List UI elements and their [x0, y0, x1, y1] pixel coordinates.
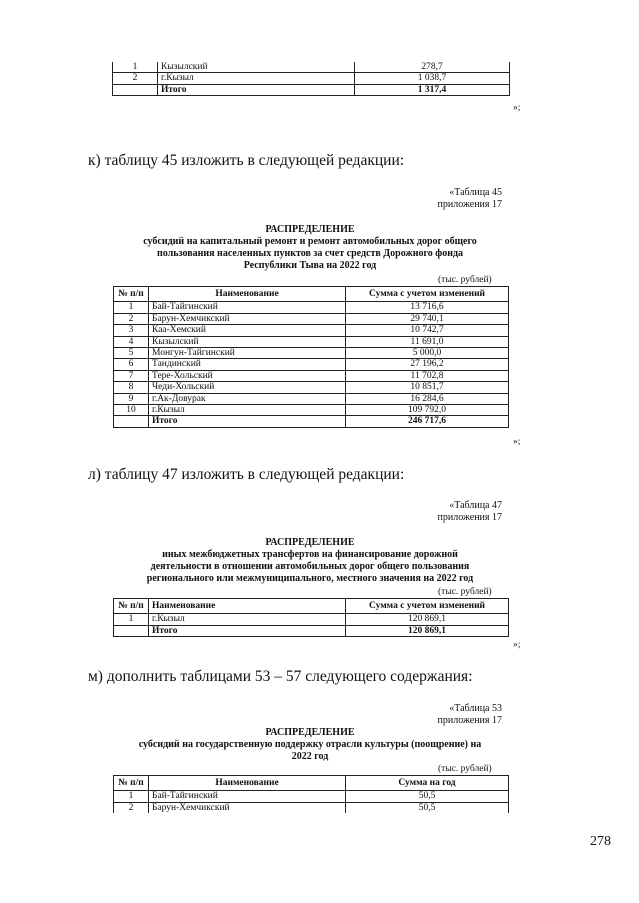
- t45-header-row: [114, 287, 509, 302]
- t45-row: [114, 313, 509, 324]
- t45-cell-name: Тере-Хольский: [149, 370, 346, 381]
- t47-title-block: [100, 537, 520, 585]
- top-table-closer: »;: [513, 103, 521, 113]
- t45-row: [114, 336, 509, 347]
- top-table: [112, 62, 510, 96]
- t47-header-sum: Сумма с учетом изменений: [346, 599, 509, 614]
- t45-row: [114, 348, 509, 359]
- t45-cell-n: 10: [114, 405, 149, 416]
- t45-cell-sum: 29 740,1: [346, 313, 509, 324]
- t47-header-name: Наименование: [149, 599, 346, 614]
- t45-cell-name: г.Кызыл: [149, 405, 346, 416]
- t45-cell-n: 4: [114, 336, 149, 347]
- t47-table: [113, 598, 509, 637]
- t45-header-n: № п/п: [114, 287, 149, 302]
- page-number: 278: [590, 834, 611, 849]
- t45-row: [114, 302, 509, 313]
- t53-subtitle-2: 2022 год: [291, 751, 329, 762]
- t47-reference: [380, 500, 502, 524]
- t45-row: [114, 359, 509, 370]
- t45-cell-sum: 16 284,6: [346, 393, 509, 404]
- t45-unit: (тыс. рублей): [438, 275, 492, 285]
- t45-cell-sum: 109 792,0: [346, 405, 509, 416]
- t45-cell-n: 3: [114, 325, 149, 336]
- t45-cell-sum: 27 196,2: [346, 359, 509, 370]
- t45-total-sum: 246 717,6: [346, 416, 509, 427]
- t47-subtitle-1: иных межбюджетных трансфертов на финансирование дорожной: [162, 549, 458, 560]
- t45-cell-name: Каа-Хемский: [149, 325, 346, 336]
- t45-total-row: [114, 416, 509, 427]
- t45-row: [114, 405, 509, 416]
- t47-row: [114, 614, 509, 625]
- t45-cell-n: 6: [114, 359, 149, 370]
- t47-total-sum: 120 869,1: [346, 625, 509, 636]
- t45-title-block: [100, 224, 520, 272]
- t47-ref-line2: приложения 17: [437, 512, 502, 523]
- t45-cell-n: 9: [114, 393, 149, 404]
- top-table-cell-sum: 278,7: [355, 62, 510, 73]
- t45-cell-name: Монгун-Тайгинский: [149, 348, 346, 359]
- top-table-row: [113, 84, 510, 95]
- t45-cell-name: Кызылский: [149, 336, 346, 347]
- t45-cell-n: 5: [114, 348, 149, 359]
- t47-closer: »;: [513, 640, 521, 650]
- t45-cell-sum: 5 000,0: [346, 348, 509, 359]
- top-table-cell-n: [113, 84, 158, 95]
- t45-ref-line1: «Таблица 45: [449, 187, 502, 198]
- t45-cell-n: 8: [114, 382, 149, 393]
- t45-closer: »;: [513, 437, 521, 447]
- t45-cell-n: 7: [114, 370, 149, 381]
- t45-cell-name: Барун-Хемчикский: [149, 313, 346, 324]
- t45-cell-sum: 10 851,7: [346, 382, 509, 393]
- paragraph-l: л) таблицу 47 изложить в следующей редакции:: [88, 466, 405, 483]
- t53-ref-line2: приложения 17: [437, 715, 502, 726]
- t53-row: [114, 802, 509, 813]
- t53-cell-n: 2: [114, 802, 149, 813]
- top-table-row: [113, 62, 510, 73]
- t53-title: РАСПРЕДЕЛЕНИЕ: [265, 727, 355, 738]
- t53-header-name: Наименование: [149, 776, 346, 791]
- t53-subtitle-1: субсидий на государственную поддержку отрасли культуры (поощрение) на: [138, 739, 482, 750]
- t53-cell-sum: 50,5: [346, 791, 509, 802]
- t45-row: [114, 393, 509, 404]
- t45-cell-name: Чеди-Хольский: [149, 382, 346, 393]
- top-table-cell-n: 2: [113, 73, 158, 84]
- t45-cell-n: 1: [114, 302, 149, 313]
- t53-ref-line1: «Таблица 53: [449, 703, 502, 714]
- paragraph-m: м) дополнить таблицами 53 – 57 следующего содержания:: [88, 668, 473, 685]
- t45-cell-sum: 11 702,8: [346, 370, 509, 381]
- t53-header-sum: Сумма на год: [346, 776, 509, 791]
- t53-row: [114, 791, 509, 802]
- top-table-row: [113, 73, 510, 84]
- t47-cell-sum: 120 869,1: [346, 614, 509, 625]
- t45-cell-sum: 11 691,0: [346, 336, 509, 347]
- t45-cell-n: 2: [114, 313, 149, 324]
- t53-title-block: [100, 727, 520, 763]
- t45-row: [114, 382, 509, 393]
- t45-cell-name: г.Ак-Довурак: [149, 393, 346, 404]
- t45-total-label: Итого: [149, 416, 346, 427]
- t47-subtitle-3: регионального или межмуниципального, местного значения на 2022 год: [146, 573, 474, 584]
- t45-subtitle-1: субсидий на капитальный ремонт и ремонт автомобильных дорог общего: [143, 236, 477, 247]
- t47-header-row: [114, 599, 509, 614]
- top-table-cell-name: Итого: [158, 84, 355, 95]
- t45-cell-sum: 10 742,7: [346, 325, 509, 336]
- t45-subtitle-3: Республики Тыва на 2022 год: [243, 260, 377, 271]
- t53-cell-sum: 50,5: [346, 802, 509, 813]
- t53-cell-name: Барун-Хемчикский: [149, 802, 346, 813]
- t47-header-n: № п/п: [114, 599, 149, 614]
- t45-cell-sum: 13 716,6: [346, 302, 509, 313]
- t47-subtitle-2: деятельности в отношении автомобильных дорог общего пользования: [150, 561, 470, 572]
- t45-title: РАСПРЕДЕЛЕНИЕ: [265, 224, 355, 235]
- t45-reference: [380, 187, 502, 211]
- t47-cell-name: г.Кызыл: [149, 614, 346, 625]
- t47-total-n: [114, 625, 149, 636]
- t45-ref-line2: приложения 17: [437, 199, 502, 210]
- t45-header-name: Наименование: [149, 287, 346, 302]
- t47-ref-line1: «Таблица 47: [449, 500, 502, 511]
- t53-cell-name: Бай-Тайгинский: [149, 791, 346, 802]
- t53-cell-n: 1: [114, 791, 149, 802]
- t45-total-n: [114, 416, 149, 427]
- t47-unit: (тыс. рублей): [438, 587, 492, 597]
- top-table-cell-name: Кызылский: [158, 62, 355, 73]
- top-table-cell-n: 1: [113, 62, 158, 73]
- t53-reference: [380, 703, 502, 727]
- t53-header-row: [114, 776, 509, 791]
- top-table-cell-sum: 1 038,7: [355, 73, 510, 84]
- paragraph-k: к) таблицу 45 изложить в следующей редакции:: [88, 152, 405, 169]
- t45-cell-name: Бай-Тайгинский: [149, 302, 346, 313]
- top-table-cell-sum: 1 317,4: [355, 84, 510, 95]
- t45-subtitle-2: пользования населенных пунктов за счет средств Дорожного фонда: [156, 248, 464, 259]
- top-table-cell-name: г.Кызыл: [158, 73, 355, 84]
- t53-table: [113, 775, 509, 813]
- t45-row: [114, 370, 509, 381]
- t45-table: [113, 286, 509, 428]
- t47-cell-n: 1: [114, 614, 149, 625]
- t45-cell-name: Тандинский: [149, 359, 346, 370]
- t53-unit: (тыс. рублей): [438, 764, 492, 774]
- t47-total-label: Итого: [149, 625, 346, 636]
- t45-row: [114, 325, 509, 336]
- t45-header-sum: Сумма с учетом изменений: [346, 287, 509, 302]
- t47-title: РАСПРЕДЕЛЕНИЕ: [265, 537, 355, 548]
- t53-header-n: № п/п: [114, 776, 149, 791]
- t47-total-row: [114, 625, 509, 636]
